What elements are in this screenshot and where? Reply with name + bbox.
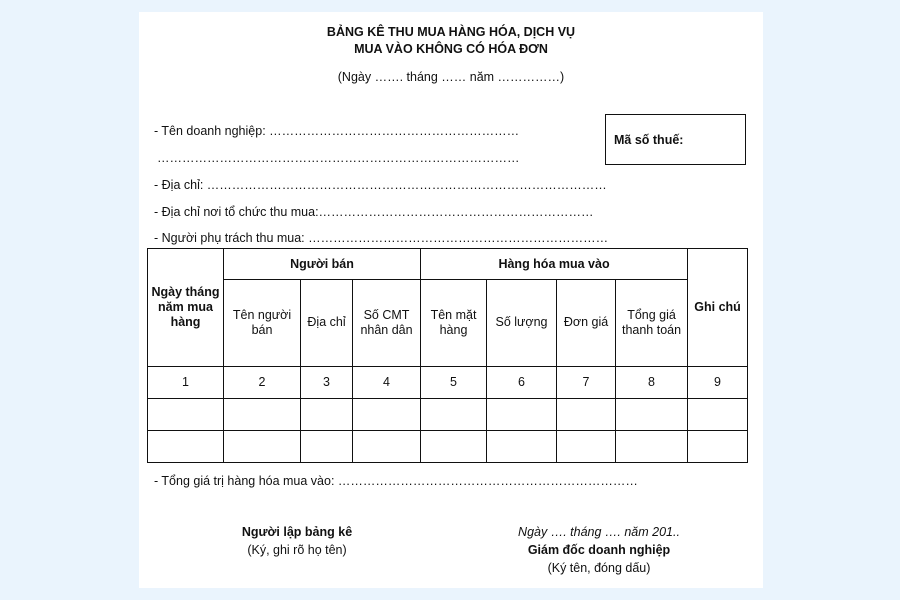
empty-cell bbox=[616, 430, 688, 462]
director-title: Giám đốc doanh nghiệp bbox=[527, 543, 671, 557]
empty-cell bbox=[224, 398, 301, 430]
empty-cell bbox=[487, 398, 557, 430]
column-number: 2 bbox=[224, 366, 301, 398]
table-row bbox=[148, 430, 748, 462]
header-date-column: Ngày tháng năm mua hàng bbox=[148, 249, 224, 367]
empty-cell bbox=[557, 430, 616, 462]
empty-cell bbox=[421, 398, 487, 430]
empty-cell bbox=[353, 430, 421, 462]
empty-cell bbox=[301, 398, 353, 430]
empty-cell bbox=[301, 430, 353, 462]
director-note: (Ký tên, đóng dấu) bbox=[547, 561, 651, 575]
empty-cell bbox=[688, 430, 748, 462]
document-page bbox=[139, 12, 763, 588]
table-row bbox=[148, 398, 748, 430]
purchase-address-field: - Địa chỉ nơi tổ chức thu mua:………………………………………………………… bbox=[154, 205, 594, 219]
empty-cell bbox=[487, 430, 557, 462]
preparer-note: (Ký, ghi rõ họ tên) bbox=[247, 543, 347, 557]
empty-cell bbox=[557, 398, 616, 430]
header-seller-id: Số CMT nhân dân bbox=[353, 280, 421, 366]
sign-date: Ngày …. tháng …. năm 201.. bbox=[518, 525, 680, 539]
header-seller-group: Người bán bbox=[224, 249, 421, 280]
company-name-continuation: …………………………………………………………………………… bbox=[157, 151, 520, 165]
column-number: 5 bbox=[421, 366, 487, 398]
empty-cell bbox=[224, 430, 301, 462]
preparer-title: Người lập bảng kê bbox=[241, 525, 353, 539]
tax-code-label: Mã số thuế: bbox=[614, 132, 684, 147]
header-seller-name: Tên người bán bbox=[224, 280, 301, 366]
table-header-row-2 bbox=[148, 280, 748, 366]
header-quantity: Số lượng bbox=[487, 280, 557, 366]
company-name-field: - Tên doanh nghiệp: …………………………………………………… bbox=[154, 124, 520, 138]
column-number: 3 bbox=[301, 366, 353, 398]
column-number: 6 bbox=[487, 366, 557, 398]
empty-cell bbox=[616, 398, 688, 430]
header-item-name: Tên mặt hàng bbox=[421, 280, 487, 366]
empty-cell bbox=[688, 398, 748, 430]
column-number: 7 bbox=[557, 366, 616, 398]
purchaser-field: - Người phụ trách thu mua: ……………………………………………………………… bbox=[154, 231, 609, 245]
header-note-column: Ghi chú bbox=[688, 249, 748, 367]
header-seller-address: Địa chỉ bbox=[301, 280, 353, 366]
column-number: 9 bbox=[688, 366, 748, 398]
empty-cell bbox=[148, 430, 224, 462]
form-title-line2: MUA VÀO KHÔNG CÓ HÓA ĐƠN bbox=[354, 42, 548, 56]
empty-cell bbox=[353, 398, 421, 430]
empty-cell bbox=[421, 430, 487, 462]
column-number-row bbox=[148, 366, 748, 398]
total-value-field: - Tổng giá trị hàng hóa mua vào: ……………………………………………………………… bbox=[154, 474, 638, 488]
column-number: 8 bbox=[616, 366, 688, 398]
header-goods-group: Hàng hóa mua vào bbox=[421, 249, 688, 280]
header-unit-price: Đơn giá bbox=[557, 280, 616, 366]
header-total: Tổng giá thanh toán bbox=[616, 280, 688, 366]
purchase-table bbox=[147, 248, 748, 463]
address-field: - Địa chỉ: …………………………………………………………………………………… bbox=[154, 178, 607, 192]
form-date-line: (Ngày ……. tháng …… năm ……………) bbox=[337, 70, 565, 84]
column-number: 1 bbox=[148, 366, 224, 398]
tax-code-box bbox=[605, 114, 746, 165]
empty-cell bbox=[148, 398, 224, 430]
form-title-line1: BẢNG KÊ THU MUA HÀNG HÓA, DỊCH VỤ bbox=[326, 25, 576, 39]
table-header-row-1 bbox=[148, 249, 748, 280]
column-number: 4 bbox=[353, 366, 421, 398]
